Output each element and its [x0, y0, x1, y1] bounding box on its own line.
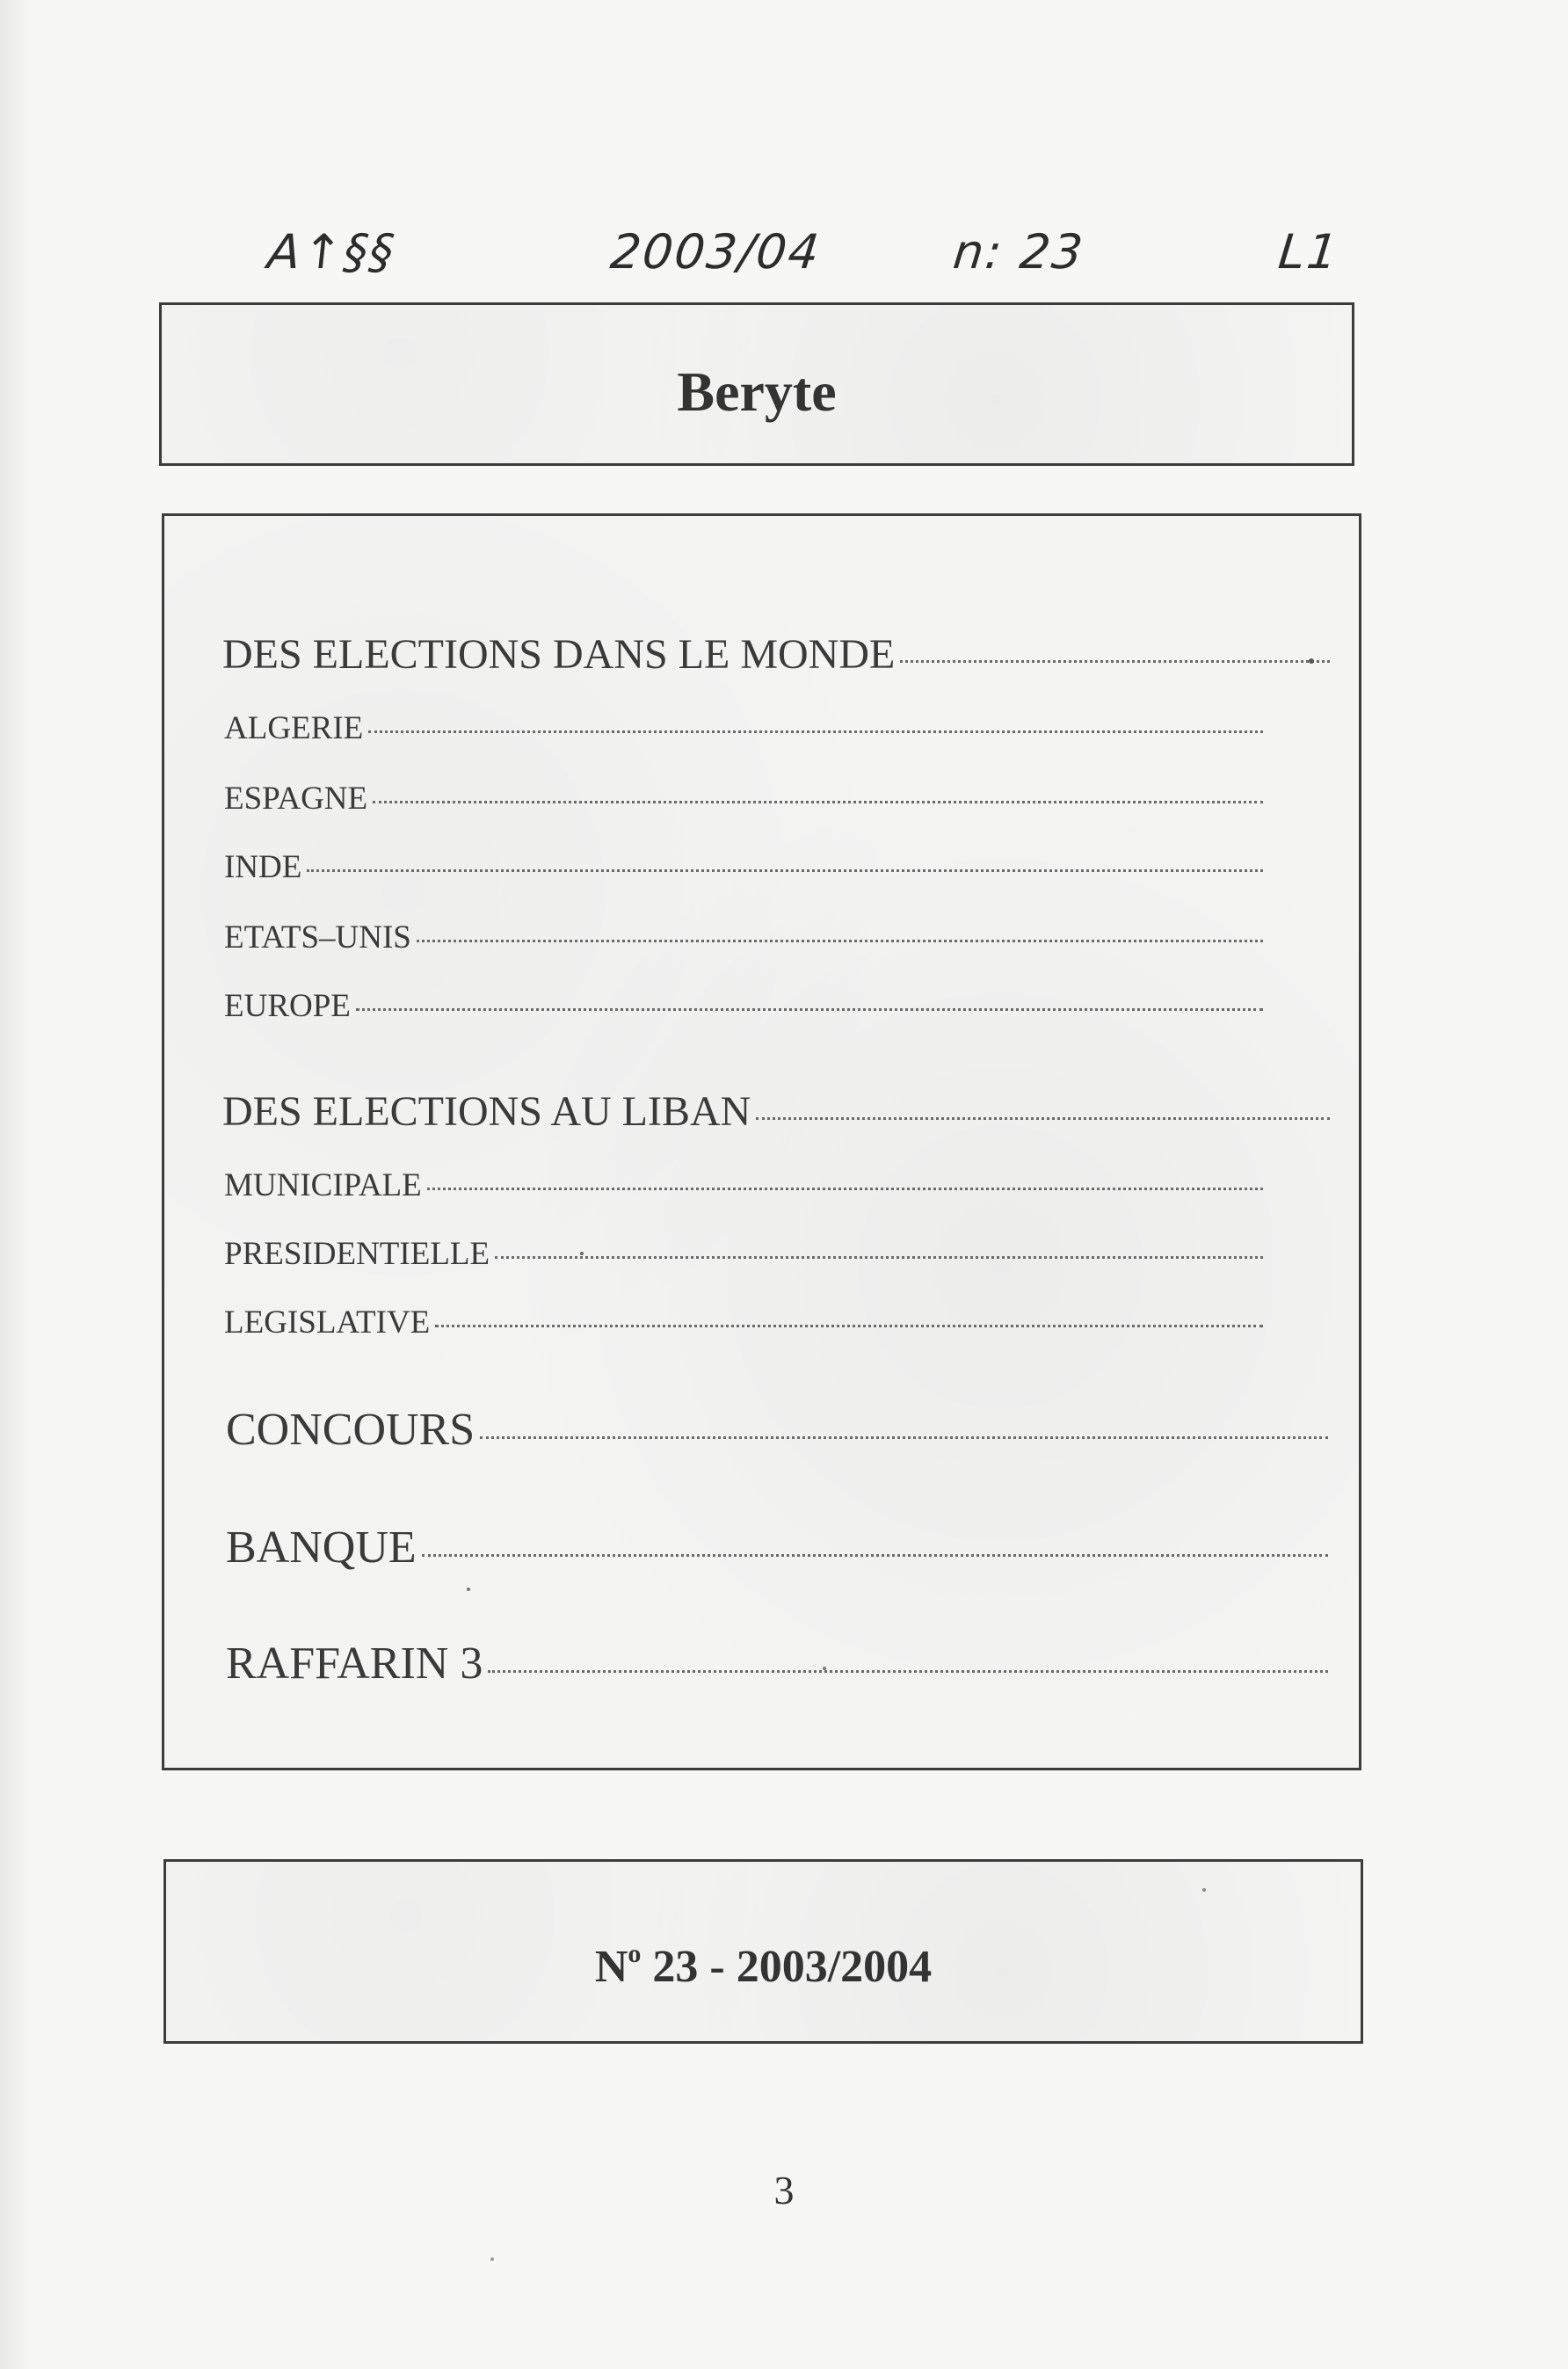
- toc-heading-label: DES ELECTIONS AU LIBAN: [222, 1088, 751, 1135]
- toc-entry-label: CONCOURS: [226, 1405, 475, 1455]
- handwritten-catalog-code: A↑§§: [265, 224, 398, 280]
- speck: [1309, 658, 1314, 664]
- speck: [580, 1252, 584, 1255]
- toc-entry-label: BANQUE: [226, 1522, 417, 1573]
- toc-item-label: ALGERIE: [224, 710, 364, 746]
- issue-text: 23 - 2003/2004: [652, 1942, 933, 1992]
- issue-prefix: N: [594, 1942, 628, 1992]
- handwritten-year: 2003/04: [607, 224, 824, 280]
- toc-item-label: INDE: [224, 849, 302, 885]
- handwritten-shelf-mark: L1: [1275, 224, 1342, 280]
- toc-item-label: MUNICIPALE: [224, 1167, 422, 1203]
- toc-item-label: EUROPE: [224, 988, 351, 1024]
- speck: [467, 1588, 470, 1591]
- page-number: 3: [773, 2168, 795, 2213]
- toc-item-label: LEGISLATIVE: [224, 1304, 431, 1341]
- speck: [823, 1667, 826, 1670]
- toc-item-label: PRESIDENTIELLE: [224, 1236, 490, 1272]
- speck: [490, 2257, 494, 2261]
- toc-entry-label: RAFFARIN 3: [226, 1639, 483, 1689]
- speck: [1202, 1888, 1206, 1892]
- publication-title: Beryte: [677, 360, 837, 423]
- handwritten-issue-note: n: 23: [950, 224, 1087, 280]
- toc-item-label: ESPAGNE: [224, 781, 368, 817]
- toc-heading-label: DES ELECTIONS DANS LE MONDE: [222, 631, 896, 678]
- toc-item-label: ETATS–UNIS: [224, 919, 411, 956]
- issue-superscript: o: [628, 1939, 642, 1968]
